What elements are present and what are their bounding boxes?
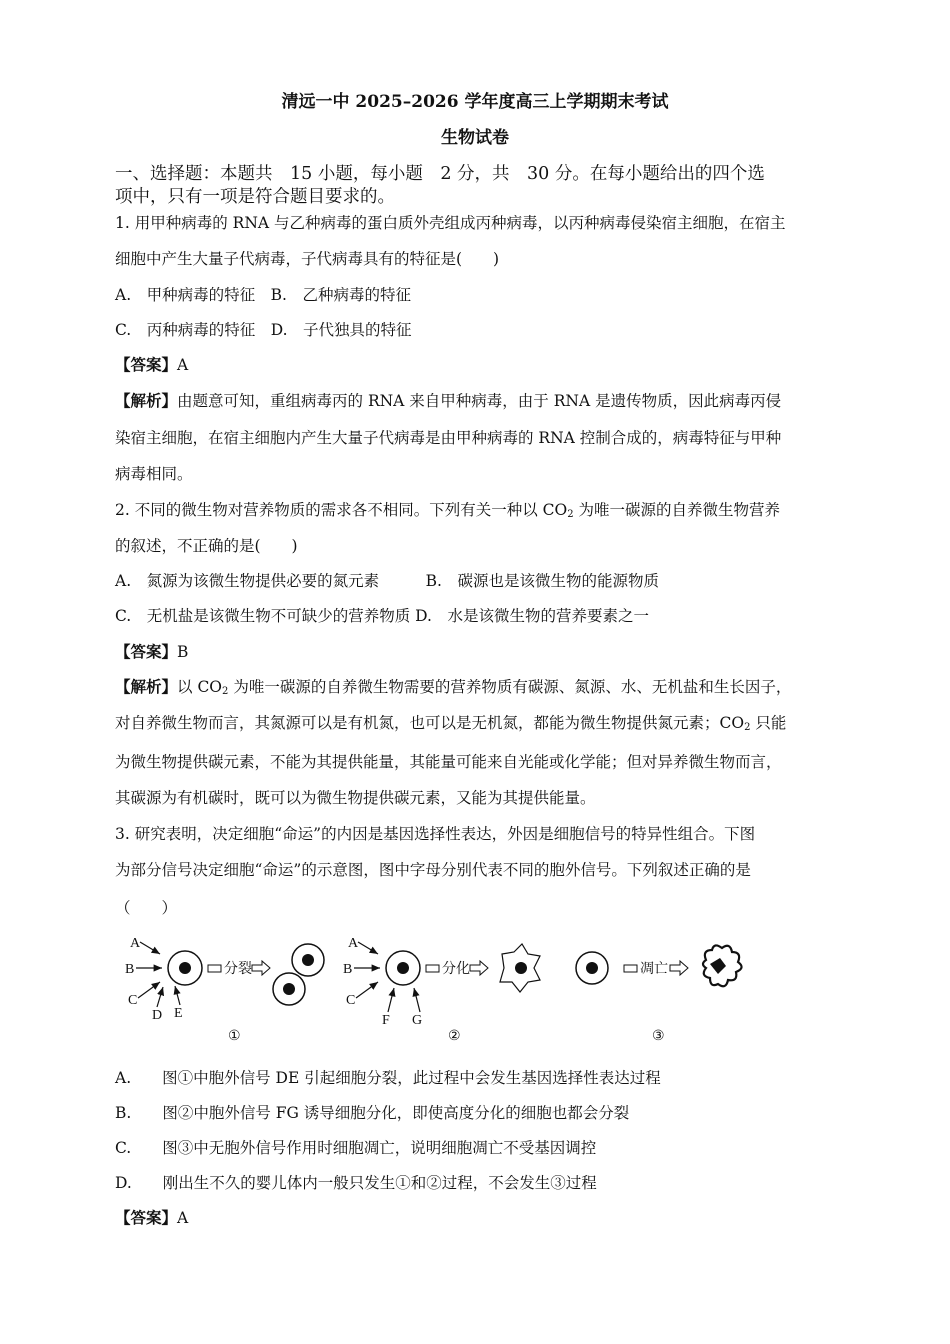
panel-number: ③ [652,1029,665,1044]
panel-number: ② [448,1029,461,1044]
text-line [115,319,412,341]
text-segment: 只能 [750,714,787,732]
text-segment: C. 丙种病毒的特征 D. 子代独具的特征 [115,321,412,339]
text-segment: 染宿主细胞，在宿主细胞内产生大量子代病毒是由甲种病毒的 RNA 控制合成的，病毒特征与甲种 [115,429,782,447]
signal-label: A [130,936,141,951]
text-segment: 由题意可知，重组病毒丙的 RNA 来自甲种病毒，由于 RNA 是遗传物质，因此病毒丙侵 [177,392,782,410]
text-segment: A [177,356,189,374]
text-line [115,284,411,306]
subscript: 2 [567,509,574,520]
text-line [115,390,781,412]
text-segment: 为唯一碳源的自养微生物需要的营养物质有碳源、氮源、水、无机盐和生长因子， [228,678,792,696]
text-line [115,354,188,376]
text-line [115,1137,596,1159]
panel-number: ① [228,1029,241,1044]
text-line [115,499,780,526]
text-line [115,823,755,845]
text-line [115,1102,629,1124]
text-line [115,712,786,739]
text-line [115,1067,661,1089]
text-line [115,463,193,485]
text-line [115,1172,597,1194]
text-segment: 1. 用甲种病毒的 RNA 与乙种病毒的蛋白质外壳组成丙种病毒，以丙种病毒侵染宿主细胞，在宿主 [115,214,786,232]
label-tag: 【答案】 [115,642,178,661]
exam-title: 清远一中 2025–2026 学年度高三上学期期末考试 [281,92,669,112]
panel-apoptosis [576,945,742,1044]
section-heading-line: 项中，只有一项是符合题目要求的。 [115,187,395,207]
text-segment: A. 图①中胞外信号 DE 引起细胞分裂，此过程中会发生基因选择性表达过程 [115,1069,661,1087]
text-line [115,570,659,592]
text-line [115,641,188,663]
process-label: 凋亡 [640,962,668,977]
signal-label: D [152,1008,163,1023]
text-segment: D. 刚出生不久的婴儿体内一般只发生①和②过程，不会发生③过程 [115,1174,597,1192]
text-line [115,535,298,557]
text-segment: 细胞中产生大量子代病毒，子代病毒具有的特征是( ) [115,250,500,268]
label-tag: 【解析】 [115,391,178,410]
text-line [115,212,786,234]
text-segment: 的叙述，不正确的是( ) [115,537,298,555]
section-heading-line: 一、选择题：本题共 15 小题，每小题 2 分，共 30 分。在每小题给出的四个选 [115,164,765,184]
text-segment: 3. 研究表明，决定细胞“命运”的内因是基因选择性表达，外因是细胞信号的特异性组合。下图 [115,825,756,843]
text-segment: 为部分信号决定细胞“命运”的示意图，图中字母分别代表不同的胞外信号。下列叙述正确的是 [115,861,751,879]
label-tag: 【解析】 [115,677,178,696]
text-line [115,859,751,881]
text-line [115,427,781,449]
signal-label: F [382,1013,390,1028]
text-segment: B [177,643,189,661]
text-segment: C. 图③中无胞外信号作用时细胞凋亡，说明细胞凋亡不受基因调控 [115,1139,597,1157]
text-line [115,897,177,919]
signal-label: G [412,1013,423,1028]
process-label: 分化 [442,962,470,977]
panel-division [125,936,324,1044]
subscript: 2 [222,686,229,697]
text-segment: A. 甲种病毒的特征 B. 乙种病毒的特征 [115,286,411,304]
text-segment: A. 氮源为该微生物提供必要的氮元素 B. 碳源也是该微生物的能源物质 [115,572,659,590]
text-segment: A [177,1209,189,1227]
process-label: 分裂 [224,962,252,977]
text-line [115,248,499,270]
text-segment: 其碳源为有机碳时，既可以为微生物提供碳元素，又能为其提供能量。 [115,789,596,807]
signal-label: B [343,962,353,977]
text-segment: C. 无机盐是该微生物不可缺少的营养物质 D. 水是该微生物的营养要素之一 [115,607,649,625]
cell-fate-figure [110,920,790,1050]
text-segment: 病毒相同。 [115,465,193,483]
text-segment: （ ） [115,899,178,917]
text-segment: 为微生物提供碳元素，不能为其提供能量，其能量可能来自光能或化学能；但对异养微生物而言， [115,753,782,771]
label-tag: 【答案】 [115,355,178,374]
text-line [115,676,791,703]
signal-label: B [125,962,135,977]
text-line [115,1207,188,1229]
signal-label: A [348,936,359,951]
subscript: 2 [744,722,751,733]
signal-label: C [346,993,356,1008]
text-line [115,605,649,627]
text-segment: 对自养微生物而言，其氮源可以是有机氮，也可以是无机氮，都能为微生物提供氮元素；CO [115,714,745,732]
text-segment: 2. 不同的微生物对营养物质的需求各不相同。下列有关一种以 CO [115,501,568,519]
text-segment: B. 图②中胞外信号 FG 诱导细胞分化，即使高度分化的细胞也都会分裂 [115,1104,630,1122]
text-segment: 以 CO [177,678,223,696]
exam-subtitle: 生物试卷 [441,128,509,148]
text-line [115,787,596,809]
label-tag: 【答案】 [115,1208,178,1227]
signal-label: C [128,993,138,1008]
text-segment: 为唯一碳源的自养微生物营养 [573,501,781,519]
panel-differentiation [343,936,540,1044]
text-line [115,751,782,773]
signal-label: E [174,1006,183,1021]
